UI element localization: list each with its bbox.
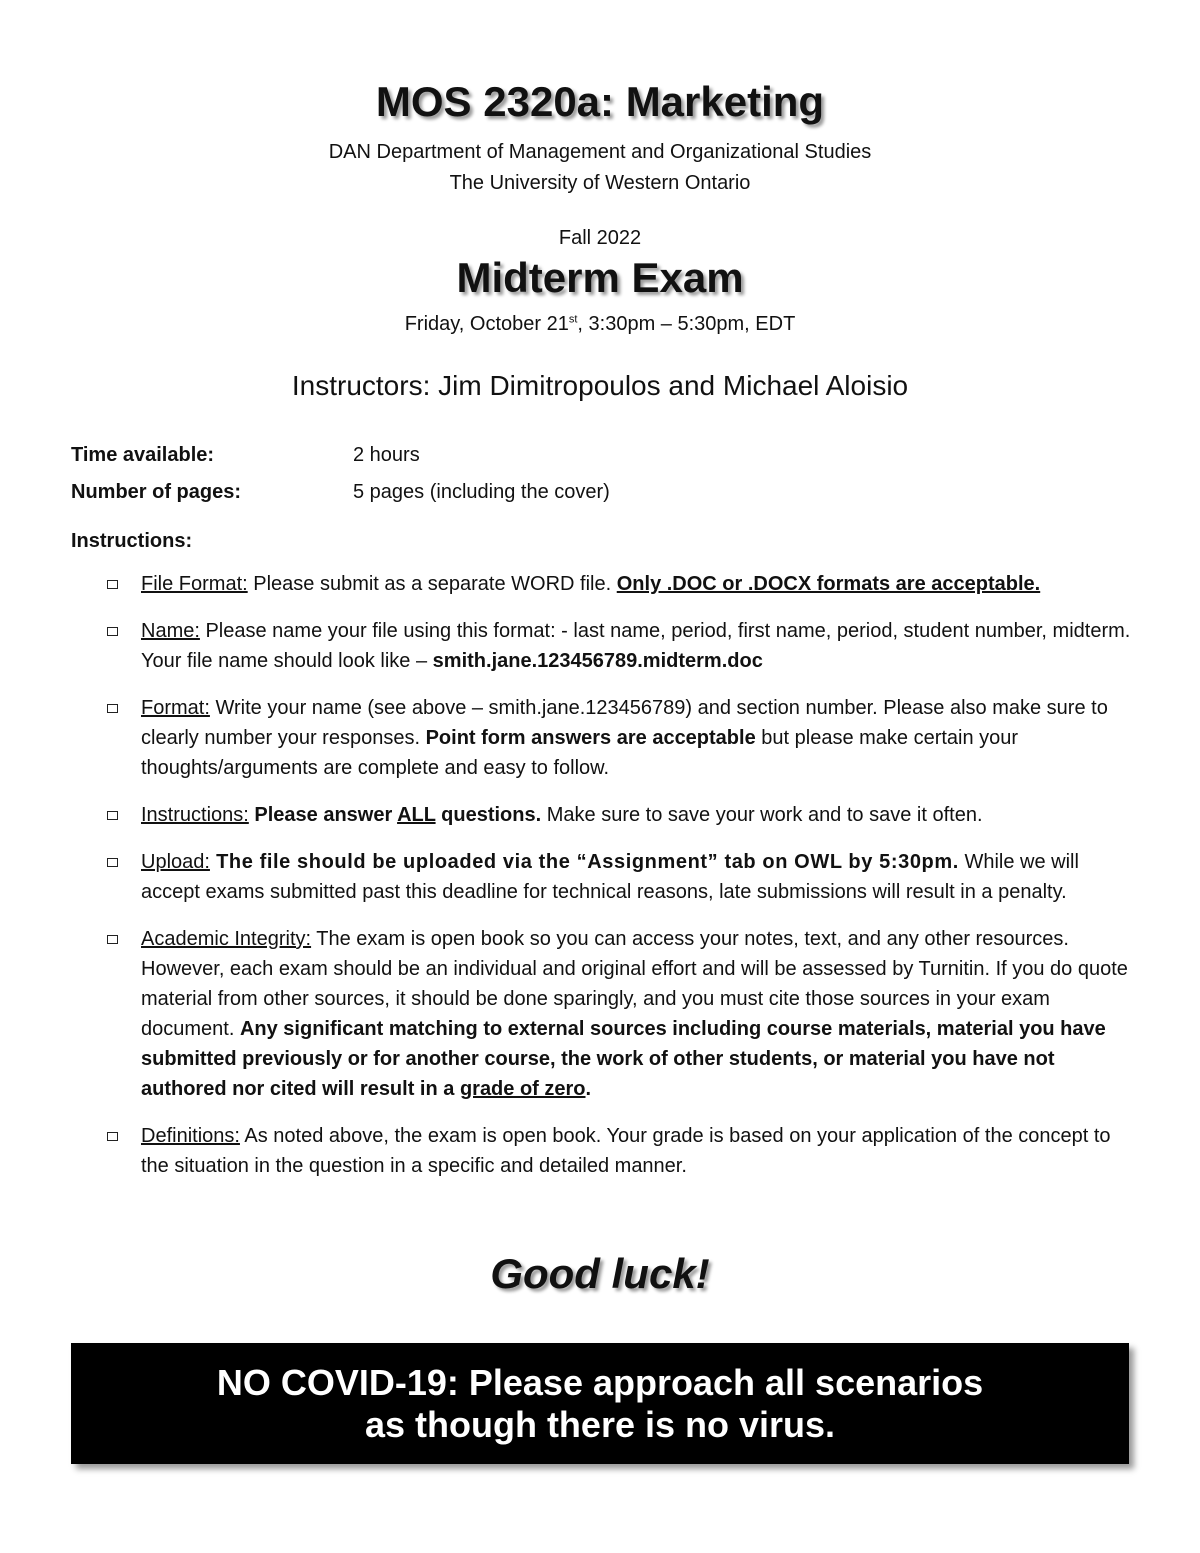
item-emphasis: ALL	[397, 804, 436, 826]
item-label: File Format:	[141, 573, 248, 595]
item-text: While we will accept exams submitted past this deadline for technical reasons, late submissions will result in a penalty.	[141, 851, 1079, 903]
department-name: DAN Department of Management and Organizational Studies	[328, 141, 872, 163]
checkbox-bullet-icon	[107, 935, 118, 944]
item-text: Make sure to save your work and to save it often.	[541, 804, 983, 826]
course-title: MOS 2320a: Marketing	[375, 78, 825, 125]
exam-date-time: , 3:30pm – 5:30pm, EDT	[577, 313, 796, 335]
item-emphasis: Only .DOC or .DOCX formats are acceptable.	[616, 573, 1041, 595]
item-label: Name:	[141, 620, 200, 642]
item-emphasis: grade of zero	[459, 1078, 586, 1100]
item-label: Definitions:	[141, 1125, 240, 1147]
list-item-format	[105, 693, 1135, 783]
item-text: As noted above, the exam is open book. Your grade is based on your application of the concept to the situation in the question in a specific and detailed manner.	[141, 1125, 1111, 1177]
item-label: Upload:	[141, 851, 210, 873]
banner-line-1: NO COVID-19: Please approach all scenarios	[216, 1362, 984, 1403]
list-item-academic-integrity	[105, 924, 1135, 1104]
instructions-list	[105, 569, 1135, 1198]
checkbox-bullet-icon	[107, 580, 118, 589]
instructors: Instructors: Jim Dimitropoulos and Michael Aloisio	[291, 370, 909, 401]
time-available-value: 2 hours	[353, 444, 420, 466]
list-item-file-format	[105, 569, 1135, 599]
exam-date-ordinal: st	[568, 313, 578, 326]
item-emphasis: Point form answers are acceptable	[425, 727, 756, 749]
exam-date-day: Friday, October 21	[404, 313, 569, 335]
list-item-instructions	[105, 800, 1135, 830]
item-emphasis: .	[585, 1078, 592, 1100]
item-label: Format:	[141, 697, 210, 719]
item-text: Write your name (see above – smith.jane.123456789) and section number. Please also make sure to clearly number your responses.	[141, 697, 1108, 749]
number-of-pages-value: 5 pages (including the cover)	[353, 481, 610, 503]
exam-title: Midterm Exam	[456, 254, 744, 301]
checkbox-bullet-icon	[107, 811, 118, 820]
checkbox-bullet-icon	[107, 627, 118, 636]
item-emphasis: Any significant matching to external sources including course materials, material you have submitted previously or for another course, the work of other students, or material you have not authored nor cited will result in a	[141, 1018, 1106, 1100]
item-label: Instructions:	[141, 804, 249, 826]
checkbox-bullet-icon	[107, 858, 118, 867]
checkbox-bullet-icon	[107, 1132, 118, 1141]
list-item-definitions	[105, 1121, 1135, 1181]
term: Fall 2022	[558, 227, 642, 249]
covid-notice-banner	[71, 1343, 1129, 1464]
university-name: The University of Western Ontario	[449, 172, 751, 194]
item-emphasis: Please answer	[248, 804, 398, 826]
item-text: The exam is open book so you can access your notes, text, and any other resources. However, each exam should be an individual and original effort and will be assessed by Turnitin. If you do quote material from other sources, it should be done sparingly, and you must cite those sources in your exam document.	[141, 928, 1128, 1040]
item-emphasis: The file should be uploaded via the “Assignment” tab on OWL by 5:30pm.	[209, 851, 959, 873]
item-text: Please name your file using this format: - last name, period, first name, period, student number, midterm. Your file name should look like –	[141, 620, 1131, 672]
number-of-pages-label: Number of pages:	[71, 481, 242, 503]
checkbox-bullet-icon	[107, 704, 118, 713]
list-item-upload	[105, 847, 1135, 907]
item-emphasis: smith.jane.123456789.midterm.doc	[432, 650, 763, 672]
item-text: Please submit as a separate WORD file.	[247, 573, 617, 595]
good-luck-message: Good luck!	[490, 1250, 710, 1297]
item-label: Academic Integrity:	[141, 928, 312, 950]
list-item-name	[105, 616, 1135, 676]
time-available-label: Time available:	[71, 444, 215, 466]
instructions-heading: Instructions:	[71, 530, 193, 552]
exam-date	[0, 313, 1200, 336]
item-text: but please make certain your thoughts/arguments are complete and easy to follow.	[141, 727, 1019, 779]
item-emphasis: questions.	[435, 804, 542, 826]
banner-line-2: as though there is no virus.	[364, 1404, 836, 1445]
